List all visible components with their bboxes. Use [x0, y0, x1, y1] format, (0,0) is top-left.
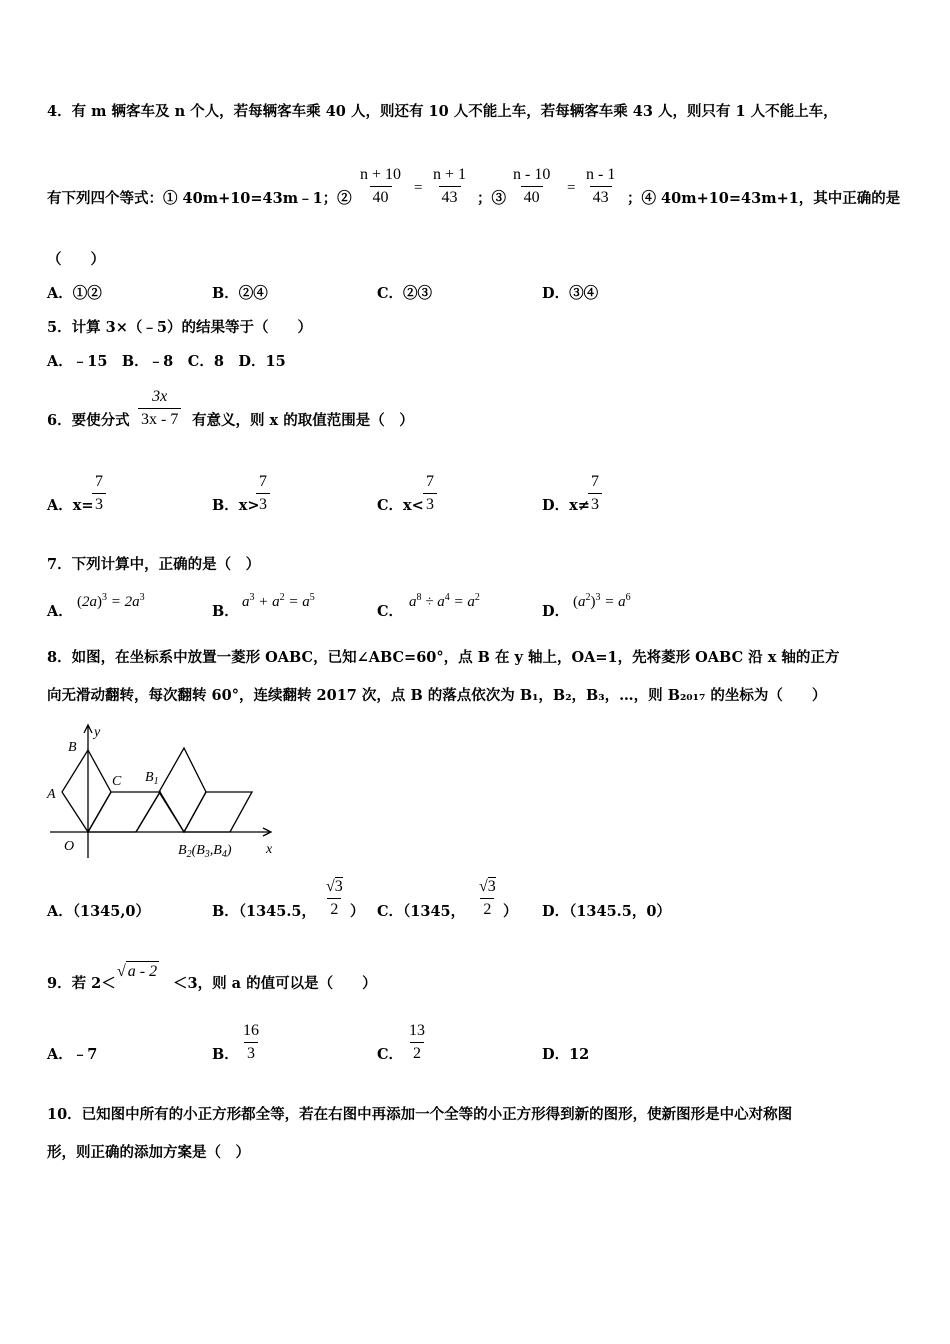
x-axis-label: x [266, 842, 273, 857]
q8-stem-line1: 8．如图，在坐标系中放置一菱形 OABC，已知∠ABC=60°，点 B 在 y 轴上，OA=1，先将菱形 OABC 沿 x 轴的正方 [47, 649, 840, 666]
point-a-label: A [47, 787, 56, 802]
rhombus-rotation-4 [184, 792, 252, 832]
rhombus-oabc [62, 750, 111, 832]
q4-option-a[interactable]: A．①② [47, 285, 102, 302]
q7-option-b-expression: $a^3 + a^2 = a^5$ [242, 592, 315, 610]
q6-stem-a: 6．要使分式 [47, 412, 130, 429]
q10-stem-line1: 10．已知图中所有的小正方形都全等，若在右图中再添加一个全等的小正方形得到新的图形，使新图形是中心对称图 [47, 1106, 793, 1123]
q7-option-c-expression: $a^8 \div a^4 = a^2$ [409, 592, 480, 610]
q6-option-b-fraction: $\frac{7}{3}$ [256, 474, 270, 513]
q6-option-a-label[interactable]: A．x= [47, 497, 94, 514]
q4-eq3-left-fraction: $\frac{n - 10}{40}$ [513, 166, 551, 206]
q8-option-c-close: ） [503, 903, 518, 920]
q6-option-b-label[interactable]: B．x> [212, 497, 260, 514]
q4-eq2-equals: = [414, 180, 423, 196]
q6-fraction: $\frac{3x}{3x - 7}$ [138, 389, 181, 428]
q6-option-d-fraction: $\frac{7}{3}$ [588, 474, 602, 513]
q4-option-d[interactable]: D．③④ [542, 285, 599, 302]
q4-eq3-right-fraction: $\frac{n - 1}{43}$ [586, 166, 616, 206]
rhombus-rotation-1 [88, 792, 160, 832]
q9-stem-b: ＜3，则 a 的值可以是（ ） [173, 975, 377, 992]
q8-option-b-close: ） [350, 903, 365, 920]
y-axis-label: y [94, 725, 101, 740]
q9-option-d[interactable]: D．12 [542, 1046, 590, 1063]
q4-equations-prefix: 有下列四个等式：① 40m+10=43m﹣1；② [47, 190, 352, 207]
q9-option-b-label[interactable]: B． [212, 1046, 239, 1063]
q4-separator-3: ；③ [477, 190, 506, 207]
q4-stem-line1: 4．有 m 辆客车及 n 个人，若每辆客车乘 40 人，则还有 10 人不能上车，若每辆客车乘 43 人，则只有 1 人不能上车， [47, 103, 838, 120]
q8-option-c-label[interactable]: C．（1345， [377, 903, 466, 920]
q4-answer-paren: （ ） [47, 251, 105, 268]
q6-option-c-label[interactable]: C．x< [377, 497, 424, 514]
sqrt-sign: √ [479, 878, 488, 895]
q8-option-c-fraction: $\frac{√3}{2}$ [479, 878, 496, 918]
q9-option-b-fraction: $\frac{16}{3}$ [243, 1022, 259, 1062]
q7-option-a-expression: $(2a)^3 = 2a^3$ [77, 592, 145, 610]
q6-stem-b: 有意义，则 x 的取值范围是（ ） [192, 412, 414, 429]
rhombus-rotation-figure [44, 722, 284, 867]
q6-option-c-fraction: $\frac{7}{3}$ [423, 474, 437, 513]
q9-option-a[interactable]: A．﹣7 [47, 1046, 98, 1063]
q4-eq2-right-fraction: $\frac{n + 1}{43}$ [433, 166, 467, 206]
q8-stem-line2: 向无滑动翻转，每次翻转 60°，连续翻转 2017 次，点 B 的落点依次为 B₁，B₂，B₃，…，则 B₂₀₁₇ 的坐标为（ ） [47, 687, 827, 704]
q8-option-b-label[interactable]: B．（1345.5， [212, 903, 316, 920]
q5-options[interactable]: A．﹣15 B．﹣8 C．8 D．15 [47, 353, 286, 370]
q9-option-c-fraction: $\frac{13}{2}$ [409, 1022, 425, 1062]
q7-option-c-label[interactable]: C． [377, 603, 404, 620]
sqrt-sign: √ [326, 878, 335, 895]
q8-option-d[interactable]: D．（1345.5，0） [542, 903, 671, 920]
q8-option-b-fraction: $\frac{√3}{2}$ [326, 878, 343, 918]
q6-option-d-label[interactable]: D．x≠ [542, 497, 590, 514]
q7-option-d-label[interactable]: D． [542, 603, 570, 620]
q9-stem-a: 9．若 2＜ [47, 975, 116, 992]
sqrt-sign: √ [117, 963, 126, 980]
rhombus-rotation-2-edges [136, 792, 184, 832]
q7-option-a-label[interactable]: A． [47, 603, 73, 620]
q7-option-d-expression: $(a^2)^3 = a^6$ [573, 592, 631, 610]
q9-option-c-label[interactable]: C． [377, 1046, 404, 1063]
point-b1-label: $B_1$ [145, 770, 159, 787]
q4-equations-suffix: ；④ 40m+10=43m+1，其中正确的是 [627, 190, 901, 207]
q8-option-a[interactable]: A．（1345,0） [47, 903, 150, 920]
point-b2-b3-b4-label: $B_2(B_3,B_4)$ [178, 843, 232, 860]
q10-stem-line2: 形，则正确的添加方案是（ ） [47, 1144, 250, 1161]
q4-eq3-equals: = [567, 180, 576, 196]
rhombus-rotation-3 [159, 748, 206, 832]
q5-stem: 5．计算 3×（﹣5）的结果等于（ ） [47, 319, 312, 336]
q6-option-a-fraction: $\frac{7}{3}$ [92, 474, 106, 513]
q4-option-c[interactable]: C．②③ [377, 285, 433, 302]
point-c-label: C [112, 774, 122, 789]
q7-option-b-label[interactable]: B． [212, 603, 239, 620]
q4-option-b[interactable]: B．②④ [212, 285, 268, 302]
q9-radical: √ a - 2 [117, 963, 158, 980]
q7-stem: 7．下列计算中，正确的是（ ） [47, 556, 261, 573]
point-o-label: O [64, 839, 75, 854]
point-b-label: B [68, 740, 77, 755]
q4-eq2-left-fraction: $\frac{n + 10}{40}$ [360, 166, 402, 206]
